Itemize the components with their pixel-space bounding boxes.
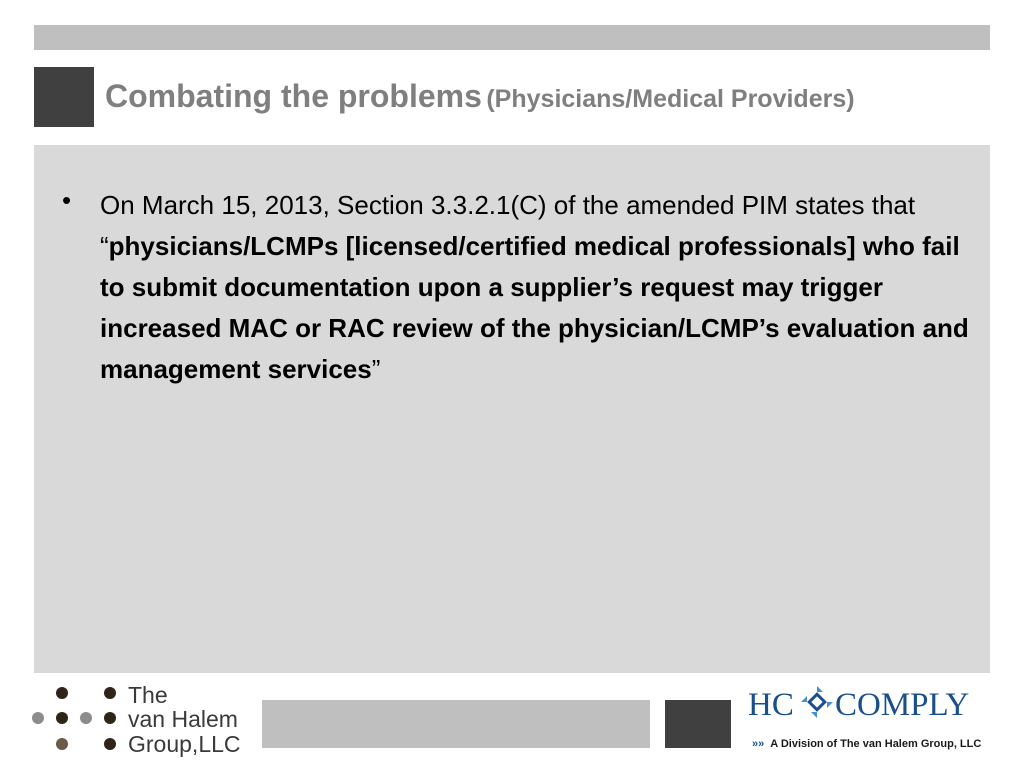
hc-comply-icon bbox=[801, 686, 833, 718]
van-halem-logo bbox=[18, 677, 260, 761]
logo-text-line3: Group,LLC bbox=[128, 731, 241, 757]
division-text: A Division of The van Halem Group, LLC bbox=[770, 738, 982, 750]
logo-dot bbox=[104, 712, 116, 724]
logo-dot bbox=[56, 712, 68, 724]
logo-dot bbox=[56, 687, 68, 699]
hc-logo-text-right: COMPLY bbox=[835, 687, 970, 723]
footer-accent-square bbox=[665, 700, 731, 748]
hc-comply-logo bbox=[748, 684, 998, 724]
logo-dot bbox=[80, 712, 92, 724]
bullet-text bbox=[100, 185, 970, 390]
logo-dot bbox=[32, 712, 44, 724]
bullet-text-quote: physicians/LCMPs [licensed/certified medical professionals] who fail to submit documentation upon a supplier’s request may trigger increased MAC or RAC review of the physician/LCMP’s evaluation and management services bbox=[100, 231, 969, 384]
division-tagline bbox=[752, 738, 981, 750]
logo-dot bbox=[104, 738, 116, 750]
title-main: Combating the problems bbox=[105, 78, 482, 114]
bullet-text-intro: On March 15, 2013, Section 3.3.2.1(C) of the amended PIM states that “ bbox=[100, 190, 916, 261]
logo-dot bbox=[56, 738, 68, 750]
header-bar bbox=[34, 25, 990, 50]
slide-title bbox=[105, 78, 1005, 115]
logo-text-line2: van Halem bbox=[128, 706, 238, 732]
bullet-marker: • bbox=[62, 185, 72, 215]
chevrons-icon: »» bbox=[752, 738, 765, 750]
title-subtitle: (Physicians/Medical Providers) bbox=[486, 85, 855, 113]
logo-text-line1: The bbox=[128, 682, 168, 708]
logo-dot bbox=[104, 687, 116, 699]
hc-logo-text-left: HC bbox=[748, 687, 794, 723]
footer-bar bbox=[262, 700, 650, 748]
bullet-text-close: ” bbox=[371, 354, 381, 384]
title-accent-square bbox=[34, 67, 94, 127]
